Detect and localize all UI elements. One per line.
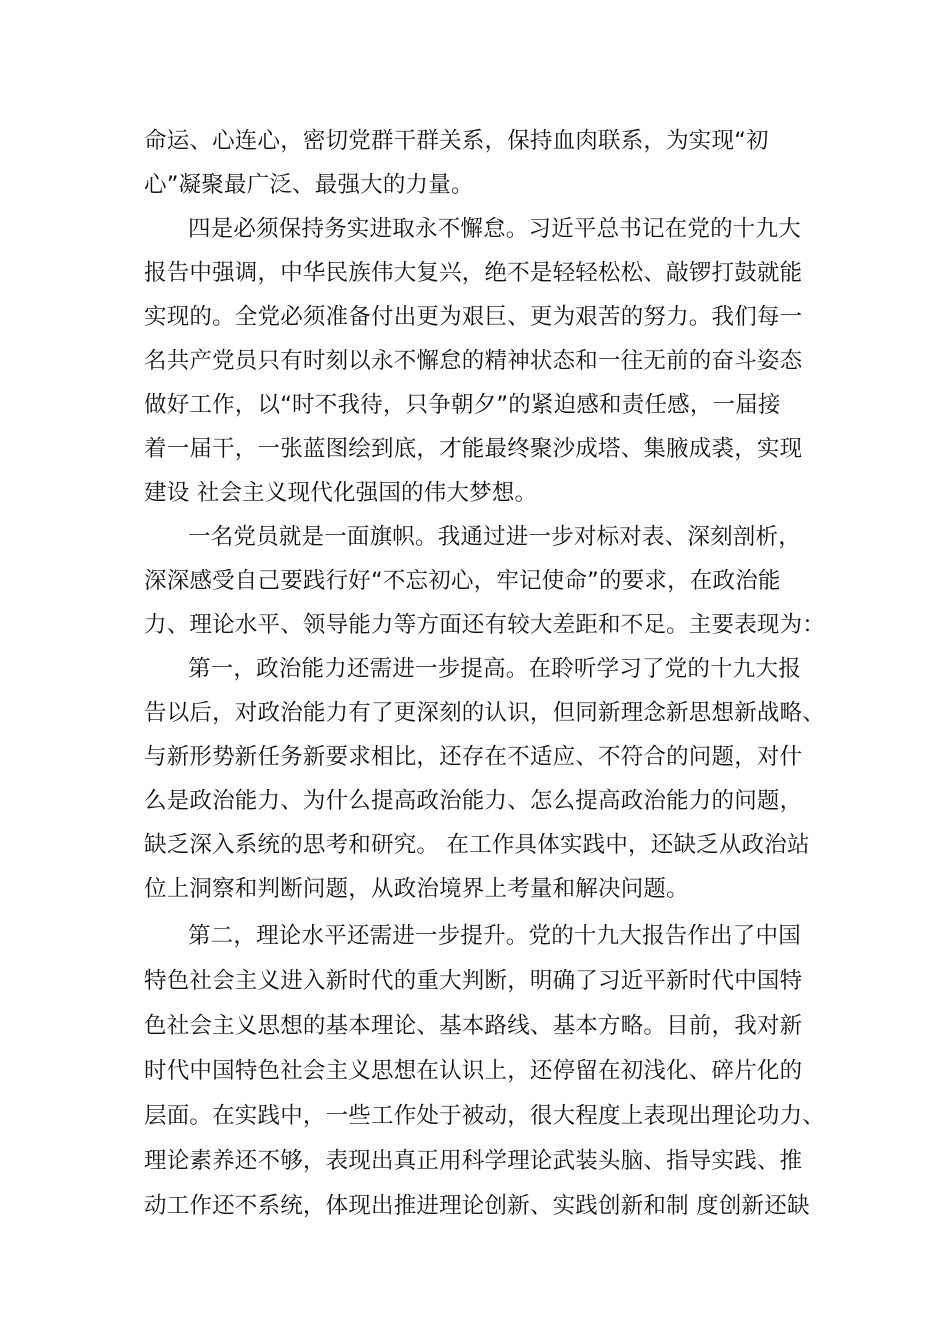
text-line: 报告中强调，中华民族伟大复兴，绝不是轻轻松松、敲锣打鼓就能 <box>144 260 803 286</box>
text-line: 名共产党员只有时刻以永不懈怠的精神状态和一往无前的奋斗姿态 <box>144 348 803 374</box>
text-line: 位上洞察和判断问题，从政治境界上考量和解决问题。 <box>144 876 689 902</box>
paragraph-first-line: 第二，理论水平还需进一步提升。党的十九大报告作出了中国 <box>188 923 801 949</box>
text-line: 色社会主义思想的基本理论、基本路线、基本方略。目前，我对新 <box>144 1013 803 1039</box>
text-line: 与新形势新任务新要求相比，还存在不适应、不符合的问题，对什 <box>144 744 803 770</box>
text-line: 么是政治能力、为什么提高政治能力、怎么提高政治能力的问题， <box>144 788 803 814</box>
text-line: 做好工作，以“时不我待，只争朝夕”的紧迫感和责任感，一届接 <box>144 392 781 418</box>
text-line: 动工作还不系统，体现出推进理论创新、实践创新和制 度创新还缺 <box>144 1193 810 1219</box>
paragraph-first-line: 第一，政治能力还需进一步提高。在聆听学习了党的十九大报 <box>188 656 801 682</box>
text-line: 着一届干，一张蓝图绘到底，才能最终聚沙成塔、集腋成裘，实现 <box>144 436 803 462</box>
text-line: 实现的。全党必须准备付出更为艰巨、更为艰苦的努力。我们每一 <box>144 304 803 330</box>
text-line: 心”凝聚最广泛、最强大的力量。 <box>144 172 474 198</box>
text-line: 特色社会主义进入新时代的重大判断，明确了习近平新时代中国特 <box>144 968 803 994</box>
text-line: 缺乏深入系统的思考和研究。 在工作具体实践中，还缺乏从政治站 <box>144 832 810 858</box>
text-line: 深深感受自己要践行好“不忘初心，牢记使命”的要求，在政治能 <box>144 568 781 594</box>
text-line: 时代中国特色社会主义思想在认识上，还停留在初浅化、碎片化的 <box>144 1058 803 1084</box>
text-line: 告以后，对政治能力有了更深刻的认识，但同新理念新思想新战略、 <box>144 700 826 726</box>
text-line: 层面。在实践中，一些工作处于被动，很大程度上表现出理论功力、 <box>144 1103 826 1129</box>
text-line: 力、理论水平、领导能力等方面还有较大差距和不足。主要表现为： <box>144 612 826 638</box>
text-line: 理论素养还不够，表现出真正用科学理论武装头脑、指导实践、推 <box>144 1148 803 1174</box>
paragraph-first-line: 四是必须保持务实进取永不懈怠。习近平总书记在党的十九大 <box>188 216 801 242</box>
text-line: 命运、心连心，密切党群干群关系，保持血肉联系，为实现“初 <box>144 128 769 154</box>
text-line: 建设 社会主义现代化强国的伟大梦想。 <box>144 480 538 506</box>
paragraph-first-line: 一名党员就是一面旗帜。我通过进一步对标对表、深刻剖析， <box>188 524 801 550</box>
